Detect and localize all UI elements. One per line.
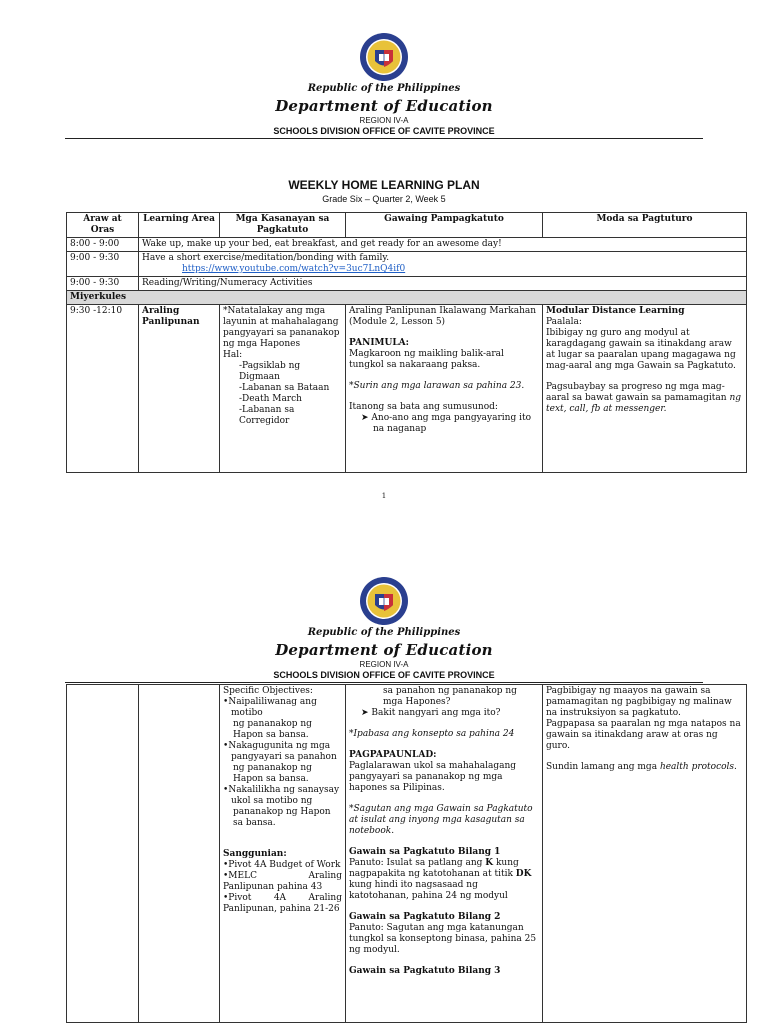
paalala-label: Paalala:	[546, 317, 582, 327]
panimula-label: PANIMULA:	[349, 338, 409, 348]
republic-label: Republic of the Philippines	[307, 627, 461, 638]
skills-item: -Death March	[239, 394, 302, 404]
sagutan-note: *Sagutan ang mga Gawain sa Pagkatuto at isulat ang inyong mga kasagutan sa notebook.	[349, 804, 533, 836]
page-number: 1	[381, 492, 387, 500]
mode-text: Pagsubaybay sa progreso ng mga mag-aaral sa bawat gawain sa pamamagitan ng text, call, fb at messenger.	[546, 382, 742, 414]
question-item: ➤ Ano-ano ang mga pangyayaring ito na naganap	[361, 413, 532, 434]
mode-text: Sundin lamang ang mga health protocols.	[546, 762, 737, 772]
skills-cell	[220, 685, 346, 1023]
activity-cell: Reading/Writing/Numeracy Activities	[139, 277, 747, 291]
deped-seal-icon	[359, 32, 409, 82]
sanggunian-label: Sanggunian:	[223, 849, 287, 859]
objective-item: •Naipaliliwanag ang motibo	[223, 697, 317, 718]
day-label: Miyerkules	[67, 291, 747, 305]
learning-area-cell: Araling Panlipunan	[139, 305, 220, 473]
question-cont: sa panahon ng pananakop ng mga Hapones?	[383, 686, 517, 707]
panimula-text: Magkaroon ng maikling balik-aral tungkol sa nakaraang paksa.	[349, 349, 504, 370]
column-header: Learning Area	[139, 213, 220, 238]
region-label: REGION IV-A	[359, 660, 409, 669]
gawain-2-label: Gawain sa Pagkatuto Bilang 2	[349, 912, 501, 922]
activity-cell	[139, 252, 747, 277]
time-cell: 8:00 - 9:00	[67, 238, 139, 252]
skills-cell	[220, 305, 346, 473]
session-row	[67, 305, 747, 473]
gawain-1-text: Panuto: Isulat sa patlang ang K kung nagpapakita ng katotohanan at titik DK kung hindi ito nagsasaad ng katotohanan, pahina 24 ng modyul	[349, 858, 532, 901]
arrow-bullet-icon: ➤	[361, 708, 372, 718]
learning-area-cell	[139, 685, 220, 1023]
table-row	[67, 252, 747, 277]
reference-item: •MELC Araling Panlipunan pahina 43	[223, 871, 342, 892]
division-label: SCHOOLS DIVISION OFFICE OF CAVITE PROVINCE	[273, 670, 495, 680]
page-2	[0, 568, 768, 1024]
division-label: SCHOOLS DIVISION OFFICE OF CAVITE PROVINCE	[273, 126, 495, 136]
republic-label: Republic of the Philippines	[307, 83, 461, 94]
column-header: Araw at Oras	[67, 213, 139, 238]
plan-title: WEEKLY HOME LEARNING PLAN	[288, 178, 480, 192]
time-cell: 9:00 - 9:30	[67, 277, 139, 291]
skills-item: -Pagsiklab ng Digmaan	[239, 361, 301, 382]
skills-hal: Hal:	[223, 350, 243, 360]
activity-cell	[346, 685, 543, 1023]
skills-item: -Labanan sa Corregidor	[239, 405, 295, 426]
objective-cont: ng pananakop ng Hapon sa bansa.	[233, 719, 312, 740]
question-item: ➤ Bakit nangyari ang mga ito?	[361, 708, 501, 718]
header-rule	[65, 138, 703, 139]
note-text: *Surin ang mga larawan sa pahina 23.	[349, 381, 525, 391]
objectives-heading: Specific Objectives:	[223, 686, 313, 696]
department-title: Department of Education	[275, 641, 493, 659]
mode-text: Pagbibigay ng maayos na gawain sa pamamagitan ng pagbibigay ng malinaw na instruksiyon sa pagkatuto.	[546, 686, 732, 718]
mode-title: Modular Distance Learning	[546, 306, 685, 316]
column-header: Moda sa Pagtuturo	[543, 213, 747, 238]
day-row	[67, 291, 747, 305]
plan-subtitle: Grade Six – Quarter 2, Week 5	[322, 194, 446, 204]
read-note: *Ipabasa ang konsepto sa pahina 24	[349, 729, 515, 739]
header-rule	[65, 682, 703, 683]
deped-seal-icon	[359, 576, 409, 626]
gawain-1-label: Gawain sa Pagkatuto Bilang 1	[349, 847, 501, 857]
pagpapaunlad-text: Paglalarawan ukol sa mahahalagang pangyayari sa pananakop ng mga hapones sa Pilipinas.	[349, 761, 517, 793]
exercise-text: Have a short exercise/meditation/bonding with family.	[142, 253, 390, 263]
activity-cell	[346, 305, 543, 473]
reference-item: •Pivot 4A Budget of Work	[223, 860, 341, 870]
youtube-link[interactable]: https://www.youtube.com/watch?v=3uc7LnQ4if0	[182, 264, 406, 274]
column-header: Mga Kasanayan sa Pagkatuto	[220, 213, 346, 238]
learning-plan-table-continued	[66, 684, 747, 1023]
objective-item: •Nakagugunita ng mga pangyayari sa panahon	[223, 741, 337, 762]
table-header-row	[67, 213, 747, 238]
time-cell	[67, 685, 139, 1023]
session-row-continued	[67, 685, 747, 1023]
department-title: Department of Education	[275, 97, 493, 115]
column-header: Gawaing Pampagkatuto	[346, 213, 543, 238]
skills-item: -Labanan sa Bataan	[239, 383, 330, 393]
objective-cont: pananakop ng Hapon sa bansa.	[233, 807, 331, 828]
session-time: 9:30 -12:10	[67, 305, 139, 473]
pagpapaunlad-label: PAGPAPAUNLAD:	[349, 750, 437, 760]
time-cell: 9:00 - 9:30	[67, 252, 139, 277]
table-row	[67, 277, 747, 291]
objective-cont: ng pananakop ng Hapon sa bansa.	[233, 763, 312, 784]
activity-cell: Wake up, make up your bed, eat breakfast, and get ready for an awesome day!	[139, 238, 747, 252]
learning-plan-table	[66, 212, 747, 473]
ask-text: Itanong sa bata ang sumusunod:	[349, 402, 498, 412]
mode-text: Ibibigay ng guro ang modyul at karagdagang gawain sa itinakdang araw at lugar sa paaralan upang magagawa ng mag-aaral ang mga Gawain sa Pagkatuto.	[546, 328, 736, 371]
region-label: REGION IV-A	[359, 116, 409, 125]
skills-intro: *Natatalakay ang mga layunin at mahahalagang pangyayari sa pananakop ng mga Hapones	[223, 306, 340, 349]
gawain-2-text: Panuto: Sagutan ang mga katanungan tungkol sa konseptong binasa, pahina 25 ng modyul.	[349, 923, 537, 955]
objective-item: •Nakalilikha ng sanaysay ukol sa motibo ng	[223, 785, 340, 806]
reference-item: •Pivot 4A Araling Panlipunan, pahina 21-26	[223, 893, 342, 914]
unit-text: Araling Panlipunan Ikalawang Markahan (Module 2, Lesson 5)	[349, 306, 537, 327]
mode-text: Pagpapasa sa paaralan ng mga natapos na gawain sa itinakdang araw at oras ng guro.	[546, 719, 741, 751]
mode-cell	[543, 305, 747, 473]
gawain-3-label: Gawain sa Pagkatuto Bilang 3	[349, 966, 501, 976]
table-row	[67, 238, 747, 252]
mode-cell	[543, 685, 747, 1023]
arrow-bullet-icon: ➤	[361, 413, 372, 423]
